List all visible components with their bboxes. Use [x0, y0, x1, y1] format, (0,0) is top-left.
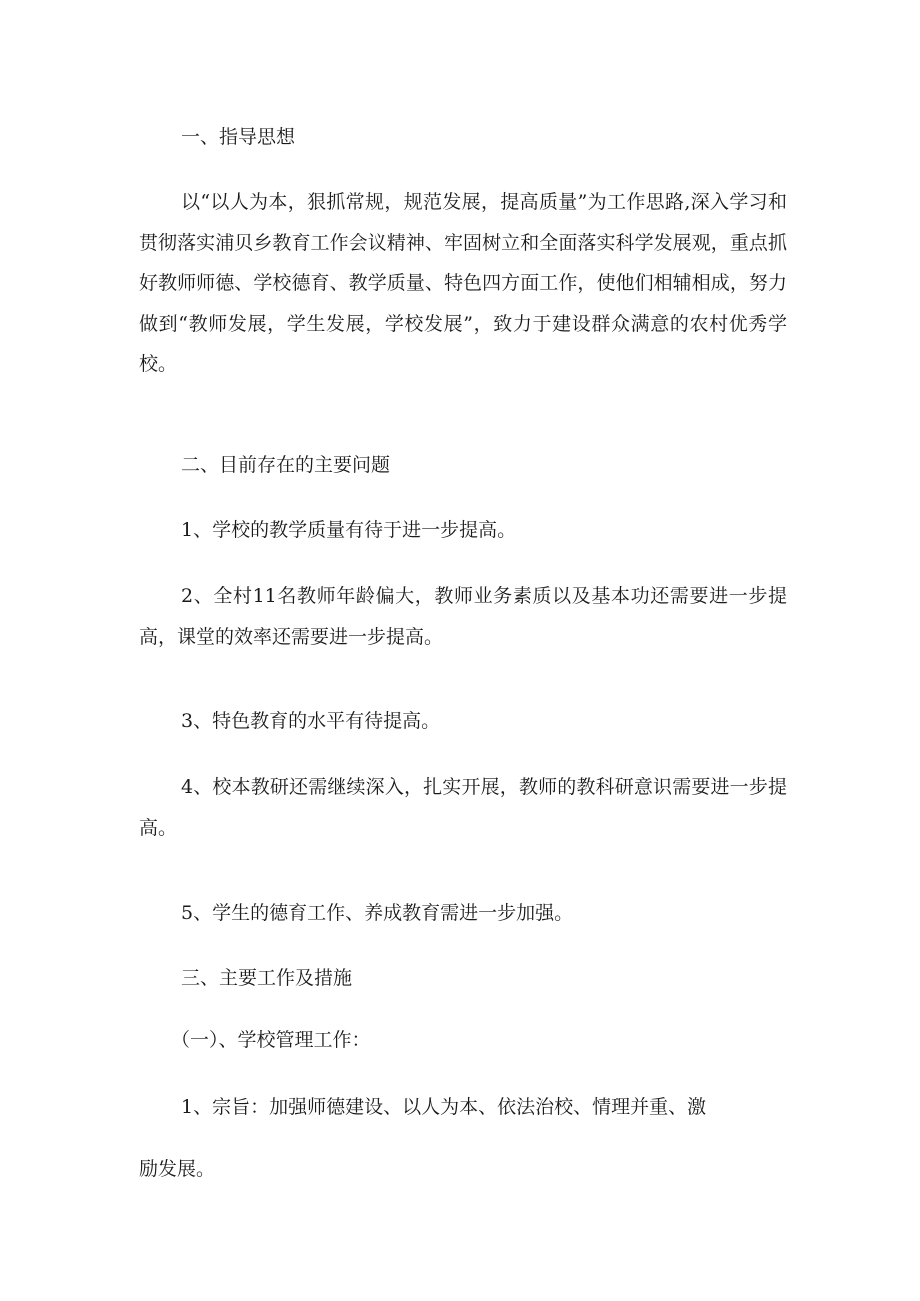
section-heading-main-work: 三、主要工作及措施 [181, 967, 353, 989]
problem-item-4: 4、校本教研还需继续深入，扎实开展，教师的教科研意识需要进一步提高。 [139, 776, 787, 839]
section-heading-main-problems: 二、目前存在的主要问题 [181, 454, 391, 476]
problem-item-3: 3、特色教育的水平有待提高。 [181, 710, 441, 732]
subsection-heading-school-management: （一）、学校管理工作： [171, 1029, 371, 1051]
problem-item-1: 1、学校的教学质量有待于进一步提高。 [181, 519, 517, 541]
section-heading-guiding-ideology: 一、指导思想 [181, 126, 296, 148]
problem-item-2: 2、全村11名教师年龄偏大，教师业务素质以及基本功还需要进一步提高，课堂的效率还需要进一步提高。 [139, 585, 787, 648]
paragraph-guiding-ideology: 以“以人为本，狠抓常规，规范发展，提高质量”为工作思路,深入学习和贯彻落实浦贝乡教育工作会议精神、牢固树立和全面落实科学发展观，重点抓好教师师德、学校德育、教学质量、特色四方面工作，使他们相辅相成，努力做到“教师发展，学生发展，学校发展”，致力于建设群众满意的农村优秀学校。 [139, 191, 787, 375]
management-item-1-line-1: 1、宗旨：加强师德建设、以人为本、依法治校、情理并重、激 [181, 1096, 707, 1118]
problem-item-5: 5、学生的德育工作、养成教育需进一步加强。 [181, 902, 574, 924]
management-item-1-line-2: 励发展。 [139, 1158, 216, 1180]
